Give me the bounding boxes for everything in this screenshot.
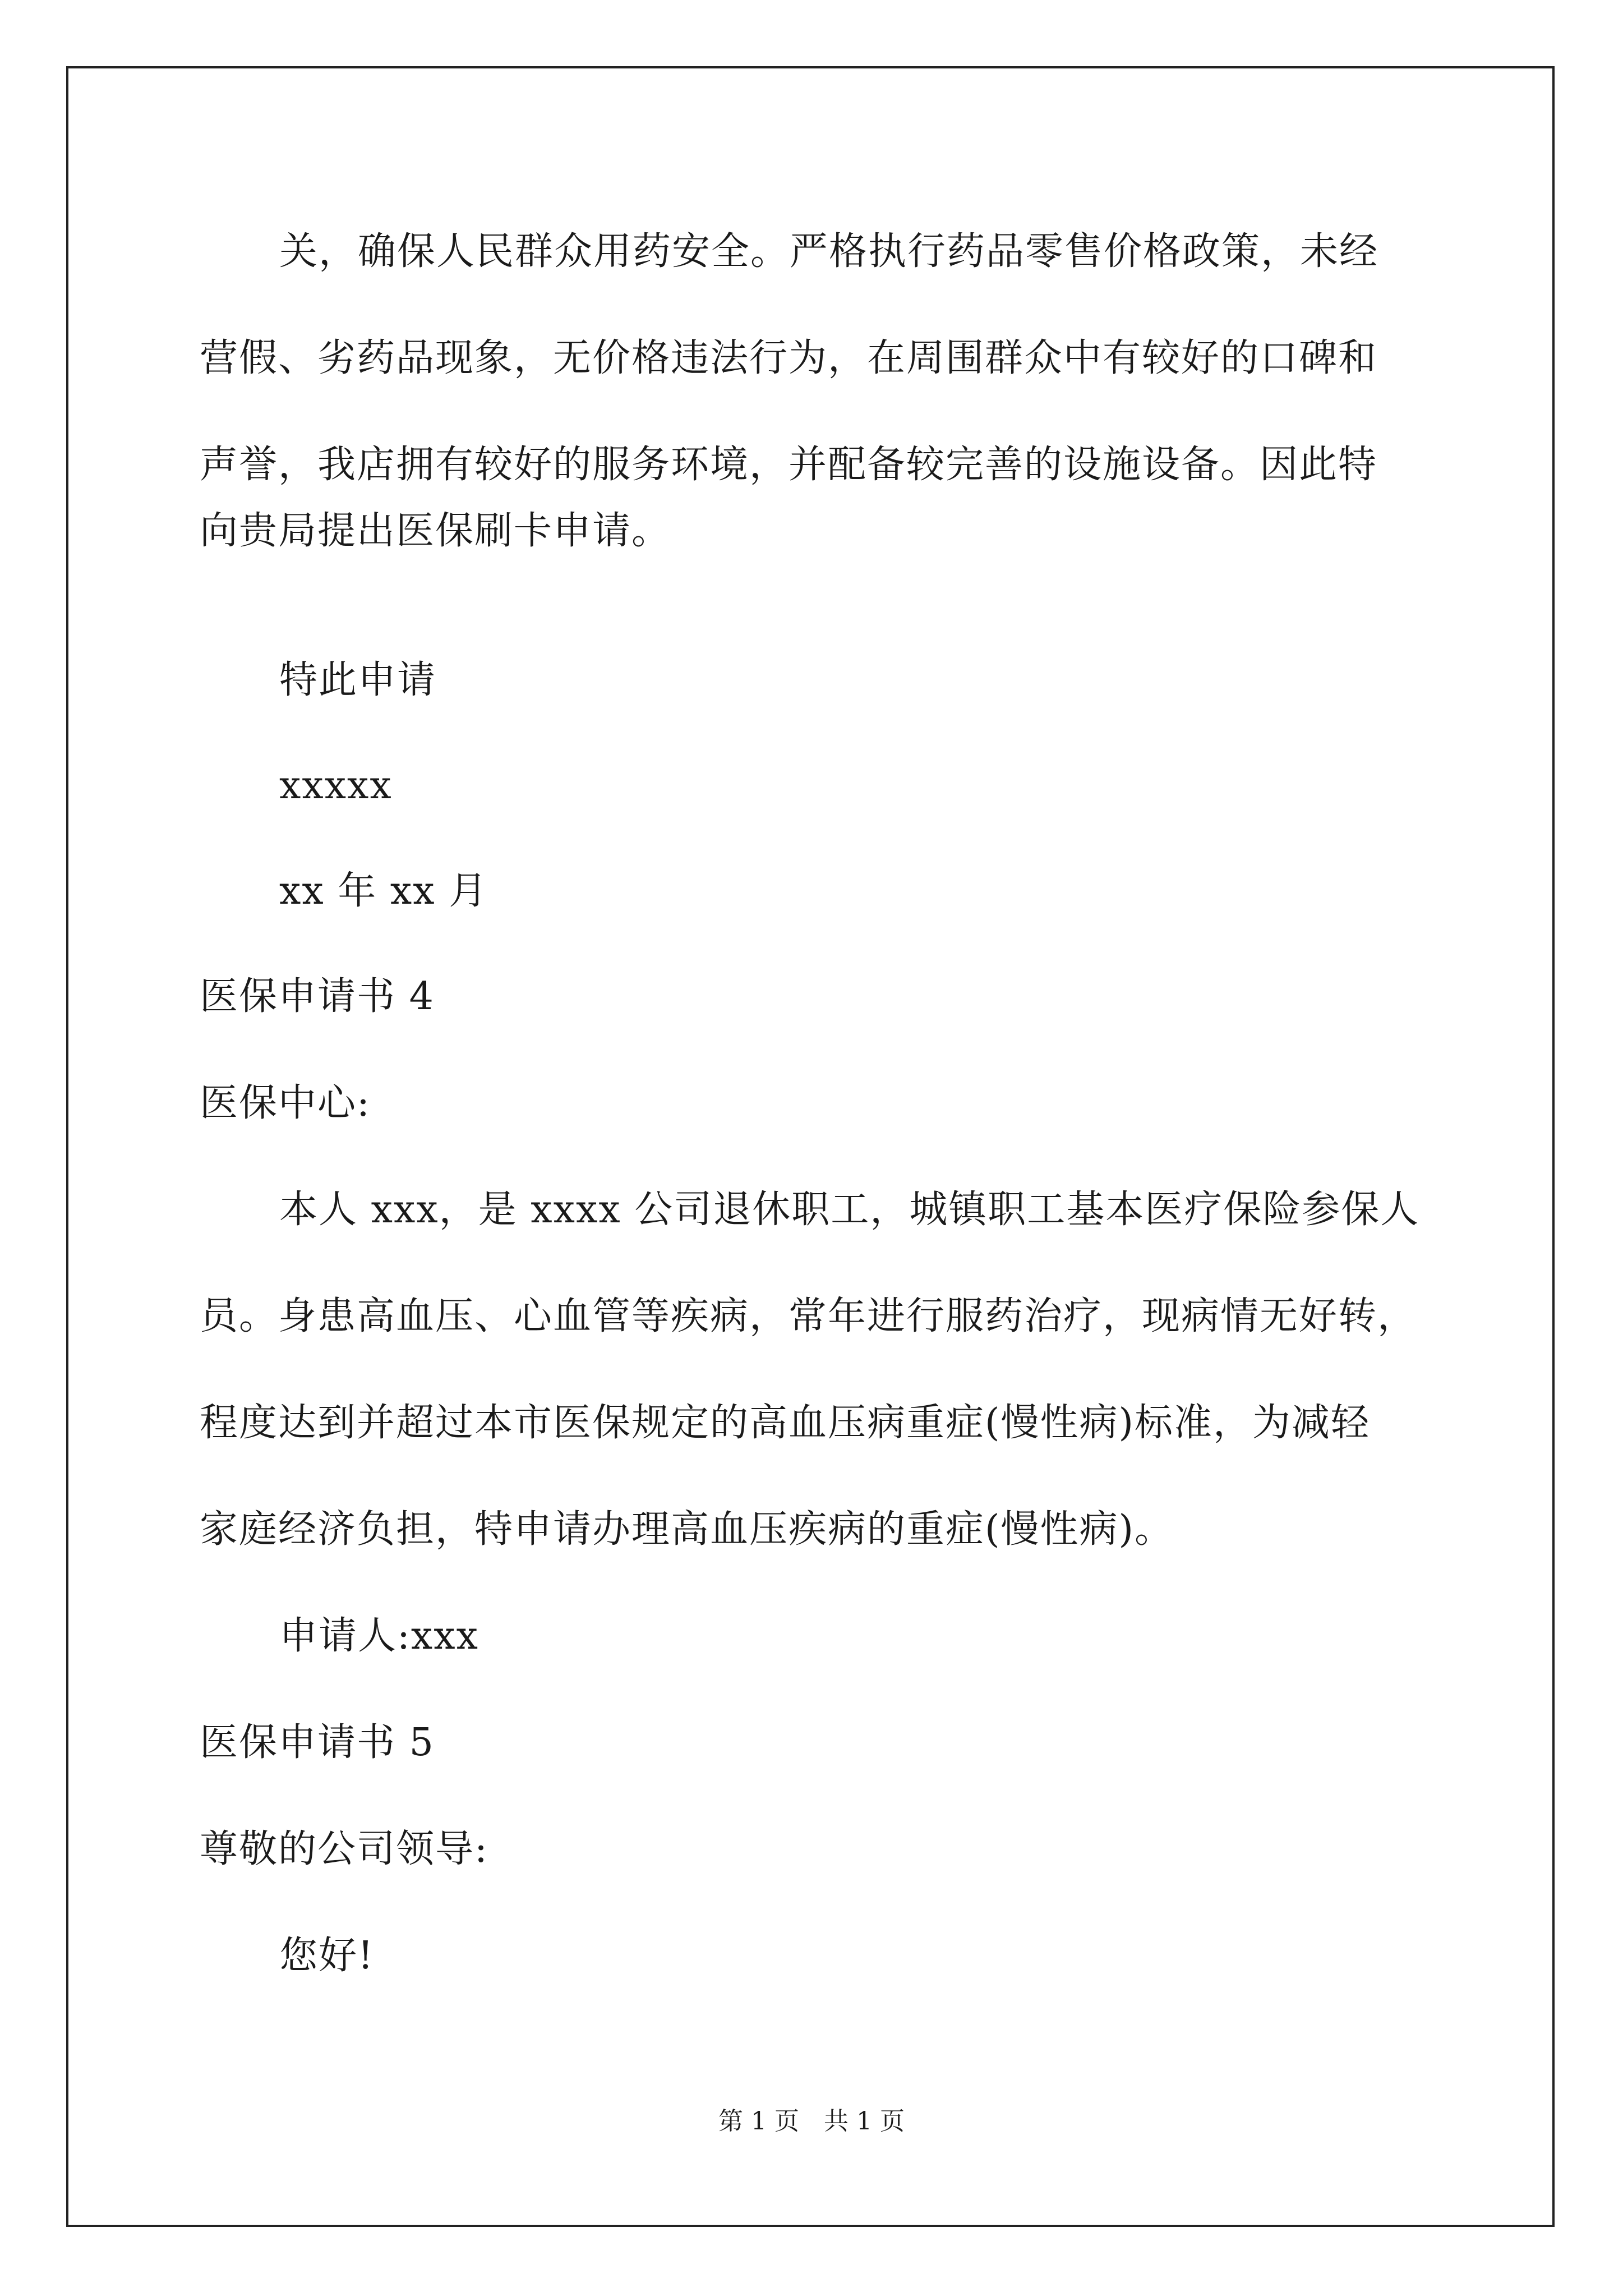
paragraph-4-line-1: 本人 xxx，是 xxxx 公司退休职工，城镇职工基本医疗保险参保人: [279, 1188, 1420, 1232]
paragraph-1-line-1: 关，确保人民群众用药安全。严格执行药品零售价格政策，未经: [279, 229, 1379, 274]
closing-request: 特此申请: [279, 658, 437, 702]
salutation-5: 尊敬的公司领导:: [200, 1827, 488, 1871]
signature-name: xxxxx: [279, 763, 393, 808]
page-border: [66, 66, 1555, 2227]
paragraph-4-line-4: 家庭经济负担，特申请办理高血压疾病的重症(慢性病)。: [200, 1507, 1174, 1552]
salutation-4: 医保中心:: [200, 1081, 371, 1125]
applicant-signature: 申请人:xxx: [279, 1614, 479, 1658]
signature-date: xx 年 xx 月: [279, 869, 488, 913]
paragraph-1-line-3: 声誉，我店拥有较好的服务环境，并配备较完善的设施设备。因此特: [200, 443, 1378, 487]
paragraph-4-line-3: 程度达到并超过本市医保规定的高血压病重症(慢性病)标准，为减轻: [200, 1401, 1371, 1445]
paragraph-4-line-2: 员。身患高血压、心血管等疾病，常年进行服药治疗，现病情无好转，: [200, 1294, 1417, 1338]
greeting-5: 您好!: [279, 1934, 375, 1978]
paragraph-1-line-2: 营假、劣药品现象，无价格违法行为，在周围群众中有较好的口碑和: [200, 336, 1378, 380]
page-footer: 第 1 页 共 1 页: [718, 2107, 905, 2136]
heading-application-5: 医保申请书 5: [200, 1720, 435, 1765]
heading-application-4: 医保申请书 4: [200, 974, 435, 1019]
paragraph-1-line-4: 向贵局提出医保刷卡申请。: [200, 509, 671, 553]
